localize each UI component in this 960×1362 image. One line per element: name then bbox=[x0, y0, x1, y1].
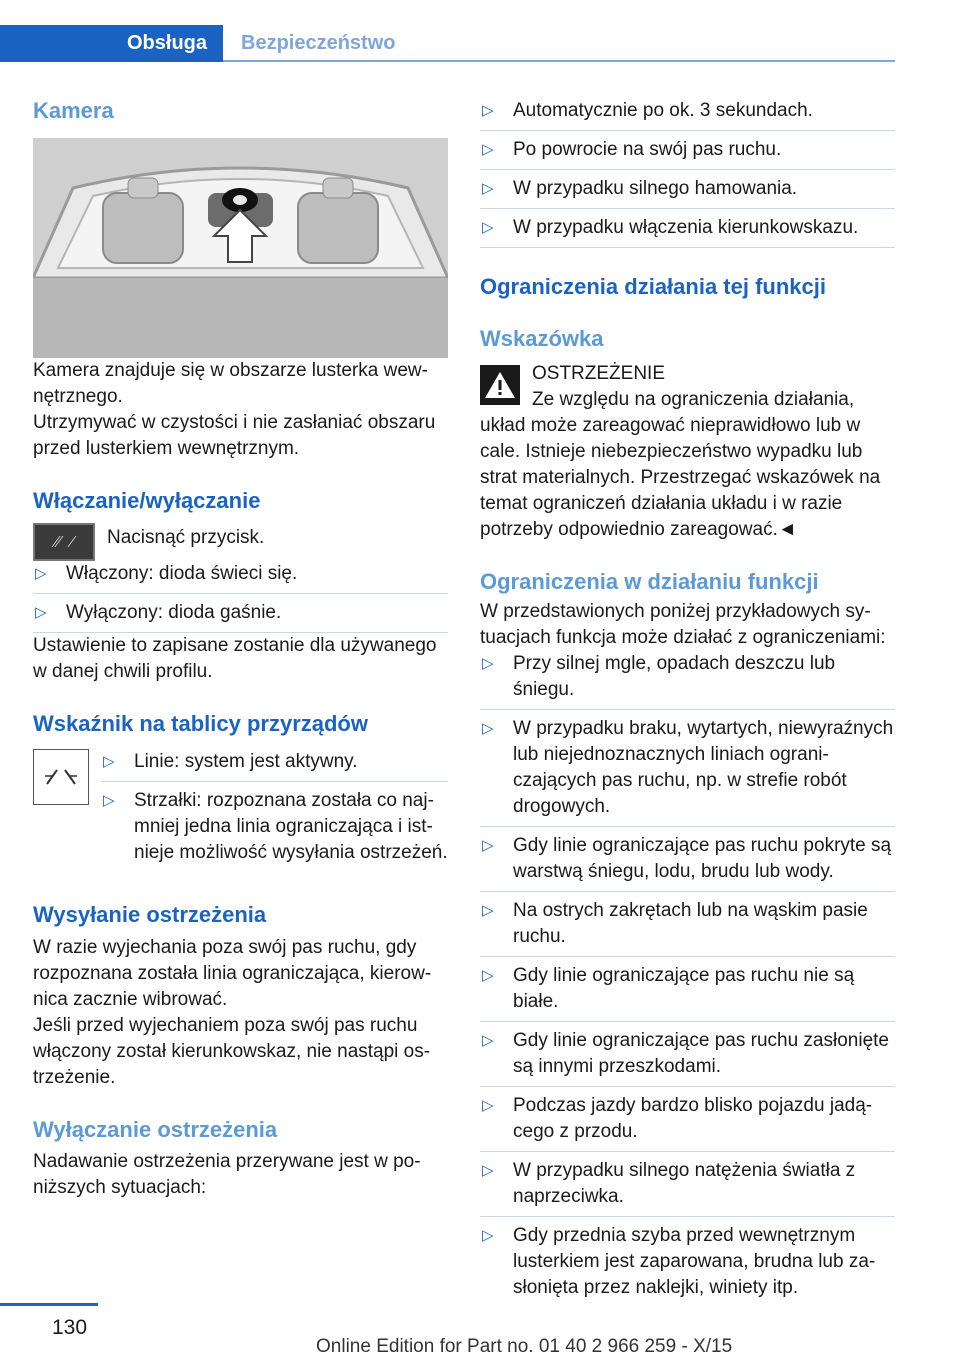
page-number: 130 bbox=[52, 1316, 88, 1339]
list-item: ▷ Gdy przednia szyba przed wewnętrznym lusterkiem jest zaparowana, brudna lub zasłonięta przez naklejki, winiety itp. bbox=[480, 1223, 895, 1307]
lane-lines-display-icon bbox=[33, 749, 89, 805]
warnings-text-1: W razie wyjechania poza swój pas ruchu, gdy rozpoznana została linia ograniczająca, kierownica zacznie wibrować. bbox=[33, 936, 432, 1010]
chapter-tabbar bbox=[0, 25, 895, 62]
warnings-text-2: Jeśli przed wyjechaniem poza swój pas ruchu włączony został kierunkowskaz, nie nastąpi ostrzeżenie. bbox=[33, 1014, 431, 1088]
limits2-heading: Ograniczenia w działaniu funkcji bbox=[480, 568, 819, 594]
tab-obsluga[interactable]: Obsługa bbox=[0, 25, 223, 62]
onoff-note: Ustawienie to zapisane zostanie dla używanego w danej chwili profilu. bbox=[33, 634, 437, 682]
car-interior-image bbox=[33, 138, 448, 358]
indicator-list bbox=[101, 749, 448, 872]
left-column bbox=[33, 98, 448, 1201]
list-item: ▷ W przypadku silnego hamowania. bbox=[480, 176, 895, 209]
lane-assist-button-icon: ⁄⁄ ⁄ bbox=[33, 523, 95, 561]
camera-text-2: Utrzymywać w czystości i nie zasłaniać obszaru przed lusterkiem wewnętrznym. bbox=[33, 412, 436, 460]
edition-footer: Online Edition for Part no. 01 40 2 966 259 - X/15 bbox=[316, 1336, 733, 1357]
list-item: ▷ Strzałki: rozpoznana została co najmniej jedna linia ograniczająca i istnieje możliwość wysyłania ostrzeżeń. bbox=[101, 788, 448, 872]
onoff-instruction bbox=[33, 523, 448, 561]
warning-text: układ może zareagować nieprawidłowo lub w cale. Istnieje niebezpieczeństwo wypadku lub strat materialnych. Przestrzegać wskazówek na temat ograniczeń działania układu i w razie potrzeby odpowiednio zareagować.◄ bbox=[480, 414, 881, 540]
warning-triangle-icon bbox=[480, 365, 520, 405]
warning-label: OSTRZEŻENIE bbox=[532, 362, 666, 384]
tab-divider-line bbox=[223, 60, 895, 62]
camera-text-1: Kamera znajduje się w obszarze lusterka wewnętrznego. bbox=[33, 360, 428, 408]
list-item: ▷ W przypadku silnego natężenia światła z naprzeciwka. bbox=[480, 1158, 895, 1217]
indicator-heading: Wskaźnik na tablicy przyrządów bbox=[33, 710, 368, 736]
camera-heading: Kamera bbox=[33, 98, 114, 123]
footer-accent-line bbox=[0, 1303, 98, 1306]
warning-text-first: Ze względu na ograniczenia działania, bbox=[532, 388, 855, 410]
list-item: ▷ Przy silnej mgle, opadach deszczu lub śniegu. bbox=[480, 651, 895, 710]
list-item: ▷ Włączony: dioda świeci się. bbox=[33, 561, 448, 594]
warning-off-text: Nadawanie ostrzeżenia przerywane jest w poniższych sytuacjach: bbox=[33, 1150, 421, 1198]
indicator-block bbox=[33, 749, 448, 872]
onoff-text: Nacisnąć przycisk. bbox=[107, 526, 265, 548]
right-column bbox=[480, 98, 895, 1307]
list-item: ▷ Podczas jazdy bardzo blisko pojazdu jadącego z przodu. bbox=[480, 1093, 895, 1152]
list-item: ▷ Na ostrych zakrętach lub na wąskim pasie ruchu. bbox=[480, 898, 895, 957]
note-heading: Wskazówka bbox=[480, 326, 604, 352]
list-item: ▷ Automatycznie po ok. 3 sekundach. bbox=[480, 98, 895, 131]
onoff-list bbox=[33, 561, 448, 633]
list-item: ▷ Linie: system jest aktywny. bbox=[101, 749, 448, 782]
list-item: ▷ W przypadku braku, wytartych, niewyraźnych lub niejednoznacznych liniach ograniczających pas ruchu, np. w strefie robót drogowych. bbox=[480, 716, 895, 827]
warning-off-list bbox=[480, 98, 895, 248]
warning-box bbox=[480, 361, 895, 413]
list-item: ▷ Gdy linie ograniczające pas ruchu nie są białe. bbox=[480, 963, 895, 1022]
list-item: ▷ Wyłączony: dioda gaśnie. bbox=[33, 600, 448, 633]
camera-illustration bbox=[33, 138, 448, 358]
limits-heading: Ograniczenia działania tej funkcji bbox=[480, 274, 826, 299]
warning-off-heading: Wyłączanie ostrzeżenia bbox=[33, 1116, 278, 1142]
onoff-heading: Włączanie/wyłączanie bbox=[33, 488, 261, 514]
list-item: ▷ Po powrocie na swój pas ruchu. bbox=[480, 137, 895, 170]
list-item: ▷ W przypadku włączenia kierunkowskazu. bbox=[480, 215, 895, 248]
list-item: ▷ Gdy linie ograniczające pas ruchu pokryte są warstwą śniegu, lodu, brudu lub wody. bbox=[480, 833, 895, 892]
limits2-text: W przedstawionych poniżej przykładowych sytuacjach funkcja może działać z ograniczeniami: bbox=[480, 601, 886, 649]
limits2-list bbox=[480, 651, 895, 1307]
tab-bezpieczenstwo[interactable]: Bezpieczeństwo bbox=[241, 32, 396, 54]
warnings-heading: Wysyłanie ostrzeżenia bbox=[33, 902, 267, 928]
list-item: ▷ Gdy linie ograniczające pas ruchu zasłonięte są innymi przeszkodami. bbox=[480, 1028, 895, 1087]
warning-head bbox=[532, 361, 854, 413]
